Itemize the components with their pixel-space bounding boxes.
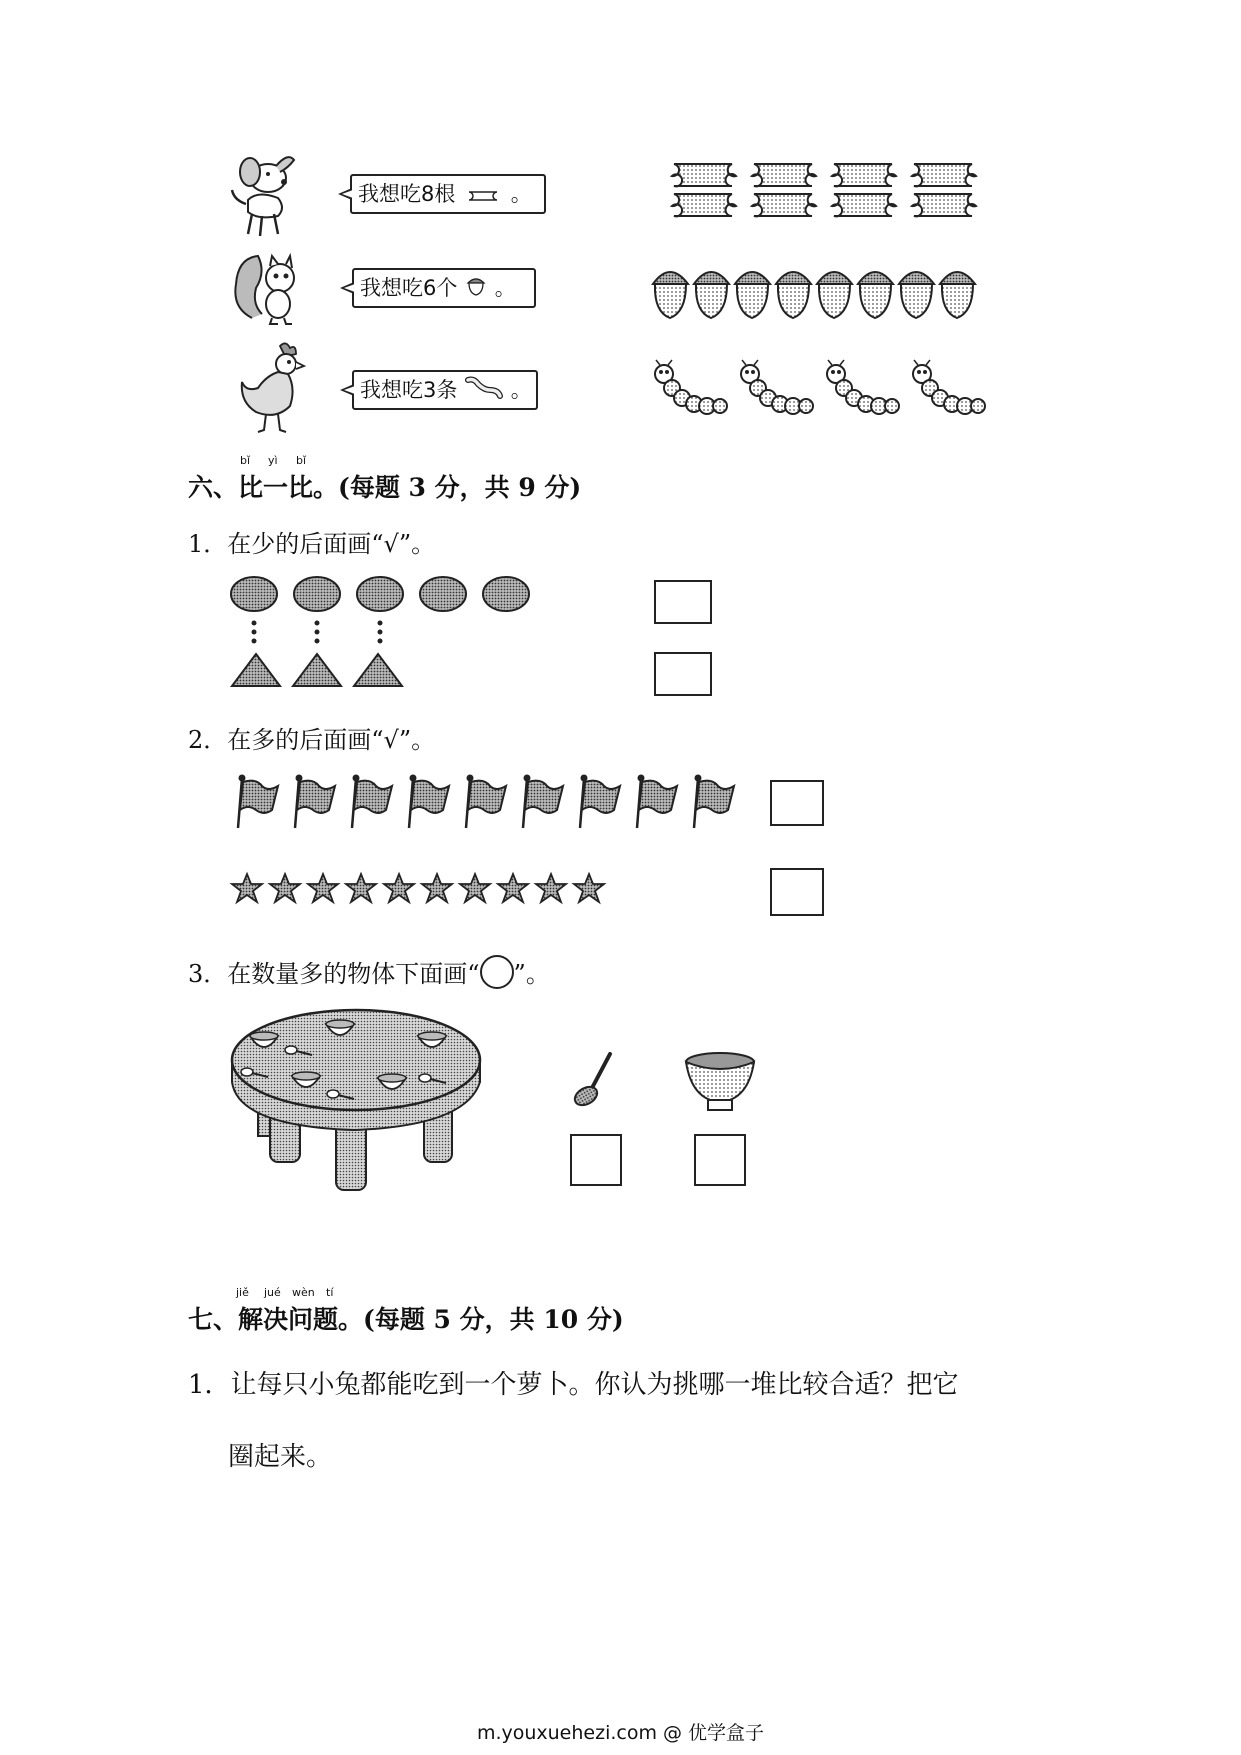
oval <box>357 577 403 611</box>
oval <box>231 577 277 611</box>
worm-icon <box>466 373 502 409</box>
answer-box-bowl[interactable] <box>694 1134 746 1186</box>
acorn <box>694 272 729 318</box>
acorn <box>653 272 688 318</box>
section6-pinyin-1: bǐ <box>240 454 251 467</box>
star <box>574 874 604 902</box>
caterpillar <box>741 360 813 414</box>
rooster-speech-bubble: 我想吃3条 。 <box>352 370 538 410</box>
section6-question-1: 1．在少的后面画“√”。 <box>188 530 436 558</box>
bone <box>832 194 896 216</box>
flag <box>694 775 734 829</box>
flag <box>466 775 506 829</box>
flags-row <box>236 774 746 830</box>
answer-box-triangles[interactable] <box>654 652 712 696</box>
flag <box>238 775 278 829</box>
bone <box>832 164 896 186</box>
star <box>536 874 566 902</box>
flag <box>580 775 620 829</box>
rooster-illustration <box>236 342 308 434</box>
flag <box>523 775 563 829</box>
flag <box>637 775 677 829</box>
dog-illustration <box>228 150 300 240</box>
acorn <box>735 272 770 318</box>
section7-title: 七、解决问题。(每题 5 分，共 10 分) <box>188 1305 624 1334</box>
bone <box>912 194 976 216</box>
section7-pinyin-1: jiě <box>236 1286 249 1299</box>
section7-question-1-line-2: 圈起来。 <box>228 1442 333 1472</box>
stars-row <box>230 872 620 906</box>
section7-pinyin-3: wèn <box>292 1286 315 1299</box>
triangle <box>293 654 341 686</box>
oval <box>294 577 340 611</box>
triangles-row <box>230 652 410 688</box>
table-illustration <box>228 1008 488 1204</box>
star <box>232 874 262 902</box>
bone <box>752 164 816 186</box>
circle-icon <box>480 955 514 989</box>
acorns-group <box>650 262 986 322</box>
star <box>460 874 490 902</box>
bone <box>672 164 736 186</box>
bowl-icon <box>682 1050 758 1114</box>
section6-title: 六、比一比。(每题 3 分，共 9 分) <box>188 473 582 502</box>
oval <box>483 577 529 611</box>
star <box>384 874 414 902</box>
flag <box>295 775 335 829</box>
star <box>498 874 528 902</box>
acorn-icon <box>466 271 486 307</box>
answer-box-spoon[interactable] <box>570 1134 622 1186</box>
section6-pinyin-2: yì <box>268 454 278 467</box>
acorn <box>776 272 811 318</box>
section7-pinyin-2: jué <box>264 1286 281 1299</box>
star <box>308 874 338 902</box>
bones-group <box>664 160 984 222</box>
acorn <box>940 272 975 318</box>
ovals-row <box>230 576 540 616</box>
bone <box>912 164 976 186</box>
squirrel-illustration <box>232 248 302 326</box>
star <box>346 874 376 902</box>
bone <box>672 194 736 216</box>
section7-question-1-line-1: 1．让每只小兔都能吃到一个萝卜。你认为挑哪一堆比较合适？把它 <box>188 1370 959 1400</box>
triangle <box>354 654 402 686</box>
spoon-icon <box>570 1052 616 1108</box>
oval <box>420 577 466 611</box>
caterpillar <box>655 360 727 414</box>
acorn <box>899 272 934 318</box>
flag <box>352 775 392 829</box>
bone-icon <box>464 177 502 213</box>
caterpillar <box>827 360 899 414</box>
triangle <box>232 654 280 686</box>
caterpillar <box>913 360 985 414</box>
acorn <box>817 272 852 318</box>
matching-dots <box>250 620 390 646</box>
answer-box-stars[interactable] <box>770 868 824 916</box>
section6-question-3: 3．在数量多的物体下面画“ ”。 <box>188 954 550 993</box>
bone <box>752 194 816 216</box>
footer: m.youxuehezi.com @ 优学盒子 <box>476 1722 765 1744</box>
answer-box-ovals[interactable] <box>654 580 712 624</box>
squirrel-speech-bubble: 我想吃6个 。 <box>352 268 536 308</box>
dog-speech-bubble: 我想吃8根 。 <box>350 174 546 214</box>
section6-question-2: 2．在多的后面画“√”。 <box>188 726 436 754</box>
section7-pinyin-4: tí <box>326 1286 334 1299</box>
answer-box-flags[interactable] <box>770 780 824 826</box>
flag <box>409 775 449 829</box>
star <box>270 874 300 902</box>
acorn <box>858 272 893 318</box>
caterpillars-group <box>650 354 990 424</box>
star <box>422 874 452 902</box>
section6-pinyin-3: bǐ <box>296 454 307 467</box>
